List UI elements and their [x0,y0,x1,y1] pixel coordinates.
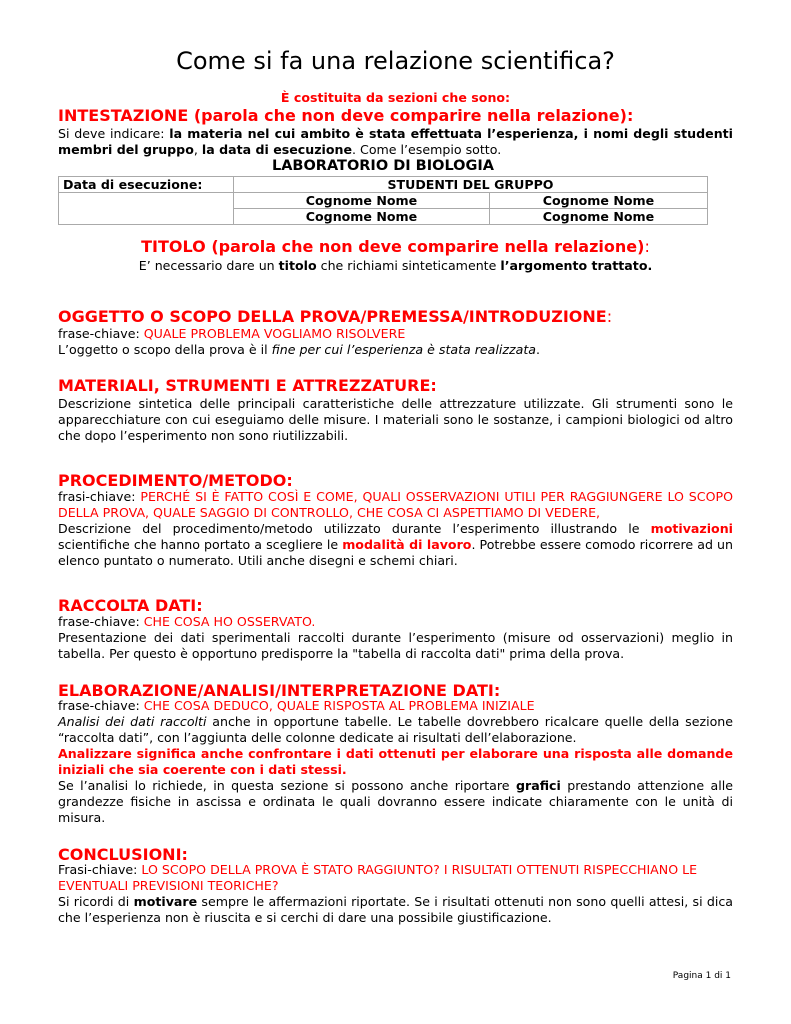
lab-table-title: LABORATORIO DI BIOLOGIA [271,158,495,174]
text-span: anche in opportune tabelle. Le tabelle dovrebbero ricalcare quelle della sezione “raccolta dati”, con l’aggiunta delle colonne dedicate ai risultati dell’elaborazione. [58,714,734,745]
text-bold-span: l’argomento trattato. [500,258,653,273]
text-span: sempre le affermazioni riportate. Se i risultati ottenuti non sono quelli attesi, si dica che l’esperienza non è riuscita e si cerchi di dare una possibile giustificazione. [58,894,733,925]
key-text: LO SCOPO DELLA PROVA È STATO RAGGIUNTO? I RISULTATI OTTENUTI RISPECCHIANO LE EVENTUALI PREVISIONI TEORICHE? [58,862,698,893]
page-title: Come si fa una relazione scientifica? [176,47,615,75]
key-text: CHE COSA DEDUCO, QUALE RISPOSTA AL PROBLEMA INIZIALE [143,698,535,713]
raccolta-key-phrase [58,614,733,630]
key-text: QUALE PROBLEMA VOGLIAMO RISOLVERE [143,326,406,341]
students-header-cell: STUDENTI DEL GRUPPO [234,177,708,193]
text-red-bold-span: modalità di lavoro [342,537,472,552]
text-span: , [193,142,202,157]
procedimento-heading: PROCEDIMENTO/METODO: [58,471,293,490]
student-cell: Cognome Nome [234,209,490,225]
text-span: Si deve indicare: [58,126,170,141]
text-bold-span: grafici [515,778,561,793]
intro-line: È costituita da sezioni che sono: [280,90,511,105]
table-row [59,177,708,193]
text-span: prestando attenzione alle grandezze fisiche in ascissa e ordinata le quali dovranno essere indicate chiaramente con le unità di misura. [58,778,733,825]
elaborazione-heading: ELABORAZIONE/ANALISI/INTERPRETAZIONE DATI: [58,681,501,700]
materiali-heading: MATERIALI, STRUMENTI E ATTREZZATURE: [58,376,437,395]
text-span: . Potrebbe essere comodo ricorrere ad un elenco puntato o numerato. Utili anche disegni e schemi chiari. [58,537,733,568]
student-cell: Cognome Nome [490,193,708,209]
conclusioni-text [58,894,733,926]
table-row [59,193,708,209]
key-label: frase-chiave: [58,326,144,341]
elaborazione-key-phrase [58,698,733,714]
elaborazione-emphasis: Analizzare significa anche confrontare i dati ottenuti per elaborare una risposta alle domande iniziali che sia coerente con i dati stessi. [58,746,733,777]
text-italic-span: fine per cui l’esperienza è stata realizzata [271,342,536,357]
heading-span: TITOLO (parola che non deve comparire nella relazione) [141,237,645,256]
colon-span: : [606,307,613,326]
raccolta-heading: RACCOLTA DATI: [58,596,203,615]
text-bold-span: la data di esecuzione [201,142,353,157]
text-red-bold-span: motivazioni [650,521,733,536]
text-span: . [536,342,541,357]
colon-span: : [644,237,650,256]
key-label: frase-chiave: [58,698,144,713]
oggetto-heading [58,307,733,327]
text-span: scientifiche che hanno portato a scegliere le [58,537,343,552]
student-cell: Cognome Nome [490,209,708,225]
text-bold-span: titolo [278,258,317,273]
text-span: . Come l’esempio sotto. [352,142,502,157]
heading-span: OGGETTO O SCOPO DELLA PROVA/PREMESSA/INTRODUZIONE [58,307,607,326]
oggetto-text [58,342,733,358]
key-label: frase-chiave: [58,614,144,629]
text-span: L’oggetto o scopo della prova è il [58,342,272,357]
page-footer: Pagina 1 di 1 [672,971,731,981]
key-label: frasi-chiave: [58,489,141,504]
text-bold-span: motivare [133,894,198,909]
raccolta-text: Presentazione dei dati sperimentali raccolti durante l’esperimento (misure od osservazioni) meglio in tabella. Per questo è opportuno predisporre la "tabella di raccolta dati" prima della prova. [58,630,733,661]
titolo-heading [58,237,733,257]
conclusioni-key-phrase [58,862,733,894]
intestazione-heading: INTESTAZIONE (parola che non deve comparire nella relazione): [58,106,634,125]
oggetto-key-phrase [58,326,733,342]
text-span: Descrizione del procedimento/metodo utilizzato durante l’esperimento illustrando le [58,521,651,536]
student-cell: Cognome Nome [234,193,490,209]
key-label: Frasi-chiave: [58,862,142,877]
intestazione-text [58,126,733,158]
lab-table [58,176,708,225]
text-span: Si ricordi di [58,894,134,909]
date-value-cell [59,193,234,225]
text-bold-span: la materia nel cui ambito è stata effettuata l’esperienza, i nomi degli studenti membri del gruppo [58,126,733,157]
key-text: PERCHÉ SI È FATTO COSÌ E COME, QUALI OSSERVAZIONI UTILI PER RAGGIUNGERE LO SCOPO DELLA PROVA, QUALE SAGGIO DI CONTROLLO, CHE COSA CI ASPETTIAMO DI VEDERE, [58,489,733,520]
materiali-text: Descrizione sintetica delle principali caratteristiche delle attrezzature utilizzate. Gli strumenti sono le apparecchiature con cui eseguiamo delle misure. I materiali sono le sostanze, i campioni biologici od altro che dopo l’esperimento non sono riutilizzabili. [58,396,733,443]
elaborazione-text [58,714,733,746]
procedimento-key-phrase [58,489,733,521]
text-span: Se l’analisi lo richiede, in questa sezione si possono anche riportare [58,778,516,793]
text-span: E’ necessario dare un [138,258,279,273]
procedimento-text [58,521,733,569]
titolo-text [58,258,733,274]
text-span: che richiami sinteticamente [316,258,501,273]
elaborazione-text-2 [58,778,733,826]
date-header-cell: Data di esecuzione: [59,177,234,193]
key-text: CHE COSA HO OSSERVATO. [143,614,316,629]
conclusioni-heading: CONCLUSIONI: [58,845,188,864]
text-italic-span: Analisi dei dati raccolti [58,714,207,729]
